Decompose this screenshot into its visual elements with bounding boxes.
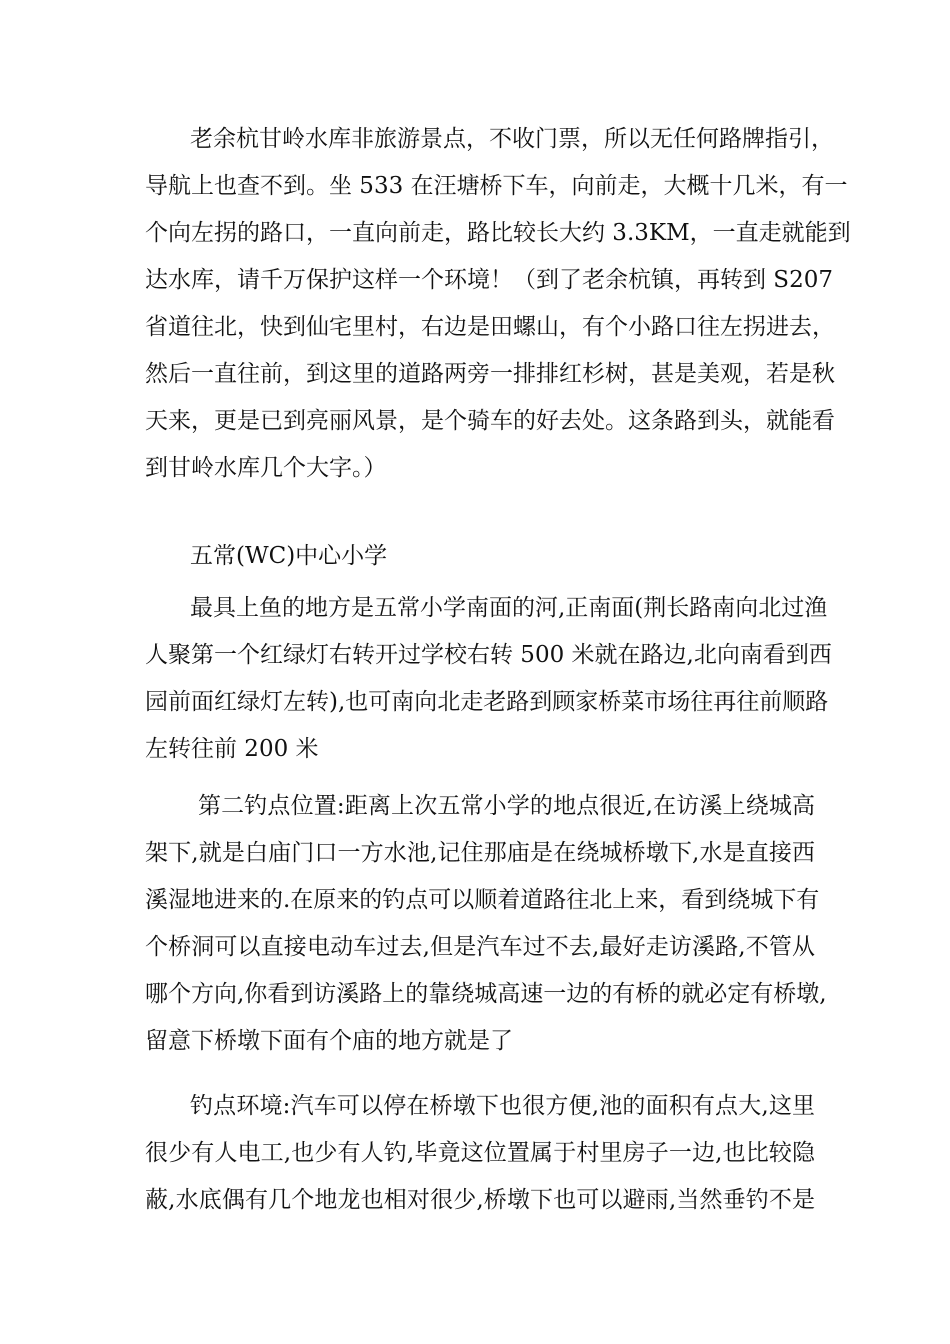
text-line: 最具上鱼的地方是五常小学南面的河,正南面(荆长路南向北过渔	[190, 595, 828, 621]
text-line: 哪个方向,你看到访溪路上的靠绕城高速一边的有桥的就必定有桥墩,	[145, 981, 827, 1007]
text-line: 蔽,水底偶有几个地龙也相对很少,桥墩下也可以避雨,当然垂钓不是	[145, 1187, 815, 1213]
text-line: 达水库，请千万保护这样一个环境！（到了老余杭镇，再转到 S207	[145, 267, 833, 293]
text-line: 然后一直往前，到这里的道路两旁一排排红杉树，甚是美观，若是秋	[145, 361, 835, 387]
text-line: 个桥洞可以直接电动车过去,但是汽车过不去,最好走访溪路,不管从	[145, 934, 815, 960]
text-line: 园前面红绿灯左转),也可南向北走老路到顾家桥菜市场往再往前顺路	[145, 689, 829, 715]
text-line: 留意下桥墩下面有个庙的地方就是了	[145, 1028, 513, 1054]
text-line: 很少有人电工,也少有人钓,毕竟这位置属于村里房子一边,也比较隐	[145, 1140, 815, 1166]
section-heading: 五常(WC)中心小学	[190, 543, 388, 569]
text-line: 个向左拐的路口，一直向前走，路比较长大约 3.3KM，一直走就能到	[145, 220, 851, 246]
text-line: 架下,就是白庙门口一方水池,记住那庙是在绕城桥墩下,水是直接西	[145, 840, 815, 866]
text-line: 老余杭甘岭水库非旅游景点，不收门票，所以无任何路牌指引，	[190, 126, 834, 152]
text-line: 人聚第一个红绿灯右转开过学校右转 500 米就在路边,北向南看到西	[145, 642, 832, 668]
text-line: 天来，更是已到亮丽风景，是个骑车的好去处。这条路到头，就能看	[145, 408, 835, 434]
text-line: 导航上也查不到。坐 533 在汪塘桥下车，向前走，大概十几米，有一	[145, 173, 848, 199]
text-line: 省道往北，快到仙宅里村，右边是田螺山，有个小路口往左拐进去，	[145, 314, 835, 340]
text-line: 第二钓点位置:距离上次五常小学的地点很近,在访溪上绕城高	[198, 793, 815, 819]
text-line: 左转往前 200 米	[145, 736, 319, 762]
text-line: 溪湿地进来的.在原来的钓点可以顺着道路往北上来，看到绕城下有	[145, 887, 820, 913]
text-line: 到甘岭水库几个大字。）	[145, 455, 387, 481]
text-line: 钓点环境:汽车可以停在桥墩下也很方便,池的面积有点大,这里	[190, 1093, 815, 1119]
